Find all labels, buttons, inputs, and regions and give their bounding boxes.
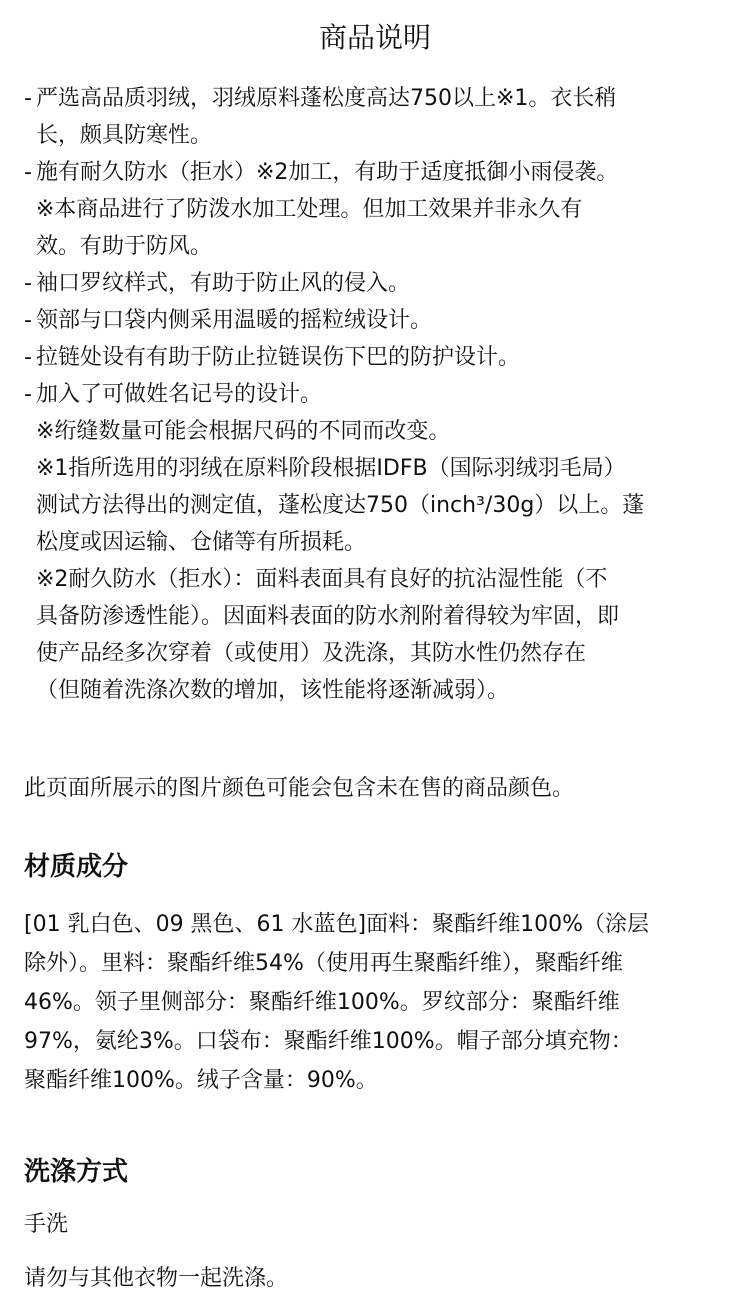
color-disclaimer: 此页面所展示的图片颜色可能会包含未在售的商品颜色。 (24, 776, 575, 801)
description-line (24, 598, 730, 635)
washing-instruction: 请勿与其他衣物一起洗涤。 (24, 1266, 289, 1291)
description-text: 施有耐久防水（拒水）※2加工，有助于适度抵御小雨侵袭。 (36, 160, 619, 185)
description-line (24, 339, 730, 376)
description-text: 长，颇具防寒性。 (36, 123, 213, 148)
materials-text (24, 905, 730, 1100)
description-list (24, 80, 730, 709)
description-line (24, 561, 730, 598)
materials-line: 46%。领子里侧部分：聚酯纤维100%。罗纹部分：聚酯纤维 (24, 990, 620, 1015)
description-line (24, 376, 730, 413)
description-line (24, 191, 730, 228)
description-text: 袖口罗纹样式，有助于防止风的侵入。 (36, 271, 411, 296)
description-text: 效。有助于防风。 (36, 234, 213, 259)
washing-instruction: 手洗 (24, 1212, 69, 1237)
description-text: 严选高品质羽绒，羽绒原料蓬松度高达750以上※1。衣长稍 (36, 86, 617, 111)
description-line (24, 450, 730, 487)
description-line (24, 302, 730, 339)
description-text: ※本商品进行了防泼水加工处理。但加工效果并非永久有 (36, 197, 583, 222)
description-text: ※1指所选用的羽绒在原料阶段根据IDFB（国际羽绒羽毛局） (36, 456, 626, 481)
description-line (24, 265, 730, 302)
materials-line: 97%，氨纶3%。口袋布：聚酯纤维100%。帽子部分填充物： (24, 1029, 633, 1054)
description-line (24, 524, 730, 561)
materials-line: [01 乳白色、09 黑色、61 水蓝色]面料：聚酯纤维100%（涂层 (24, 912, 650, 937)
page-title: 商品说明 (318, 21, 431, 54)
description-line (24, 228, 730, 265)
description-line (24, 154, 730, 191)
description-text: 加入了可做姓名记号的设计。 (36, 382, 323, 407)
description-text: 领部与口袋内侧采用温暖的摇粒绒设计。 (36, 308, 433, 333)
bullet-dash: - (24, 308, 32, 333)
materials-line: 聚酯纤维100%。绒子含量：90%。 (24, 1068, 378, 1093)
description-line (24, 413, 730, 450)
bullet-dash: - (24, 86, 32, 111)
description-text: 拉链处设有有助于防止拉链误伤下巴的防护设计。 (36, 345, 521, 370)
washing-heading: 洗涤方式 (24, 1157, 129, 1187)
materials-line: 除外）。里料：聚酯纤维54%（使用再生聚酯纤维），聚酯纤维 (24, 951, 623, 976)
description-text: 测试方法得出的测定值，蓬松度达750（inch³/30g）以上。蓬 (36, 493, 645, 518)
description-text: 使产品经多次穿着（或使用）及洗涤，其防水性仍然存在 (36, 641, 587, 666)
description-line (24, 672, 730, 709)
bullet-dash: - (24, 160, 32, 185)
bullet-dash: - (24, 271, 32, 296)
description-line (24, 117, 730, 154)
description-text: ※绗缝数量可能会根据尺码的不同而改变。 (36, 419, 451, 444)
description-text: ※2耐久防水（拒水）：面料表面具有良好的抗沾湿性能（不 (36, 567, 608, 592)
description-line (24, 635, 730, 672)
description-text: 松度或因运输、仓储等有所损耗。 (36, 530, 367, 555)
materials-heading: 材质成分 (24, 852, 129, 882)
bullet-dash: - (24, 345, 32, 370)
description-text: 具备防渗透性能）。因面料表面的防水剂附着得较为牢固，即 (36, 604, 620, 629)
description-line (24, 80, 730, 117)
bullet-dash: - (24, 382, 32, 407)
description-line (24, 487, 730, 524)
description-text: （但随着洗涤次数的增加，该性能将逐渐减弱）。 (36, 678, 510, 703)
